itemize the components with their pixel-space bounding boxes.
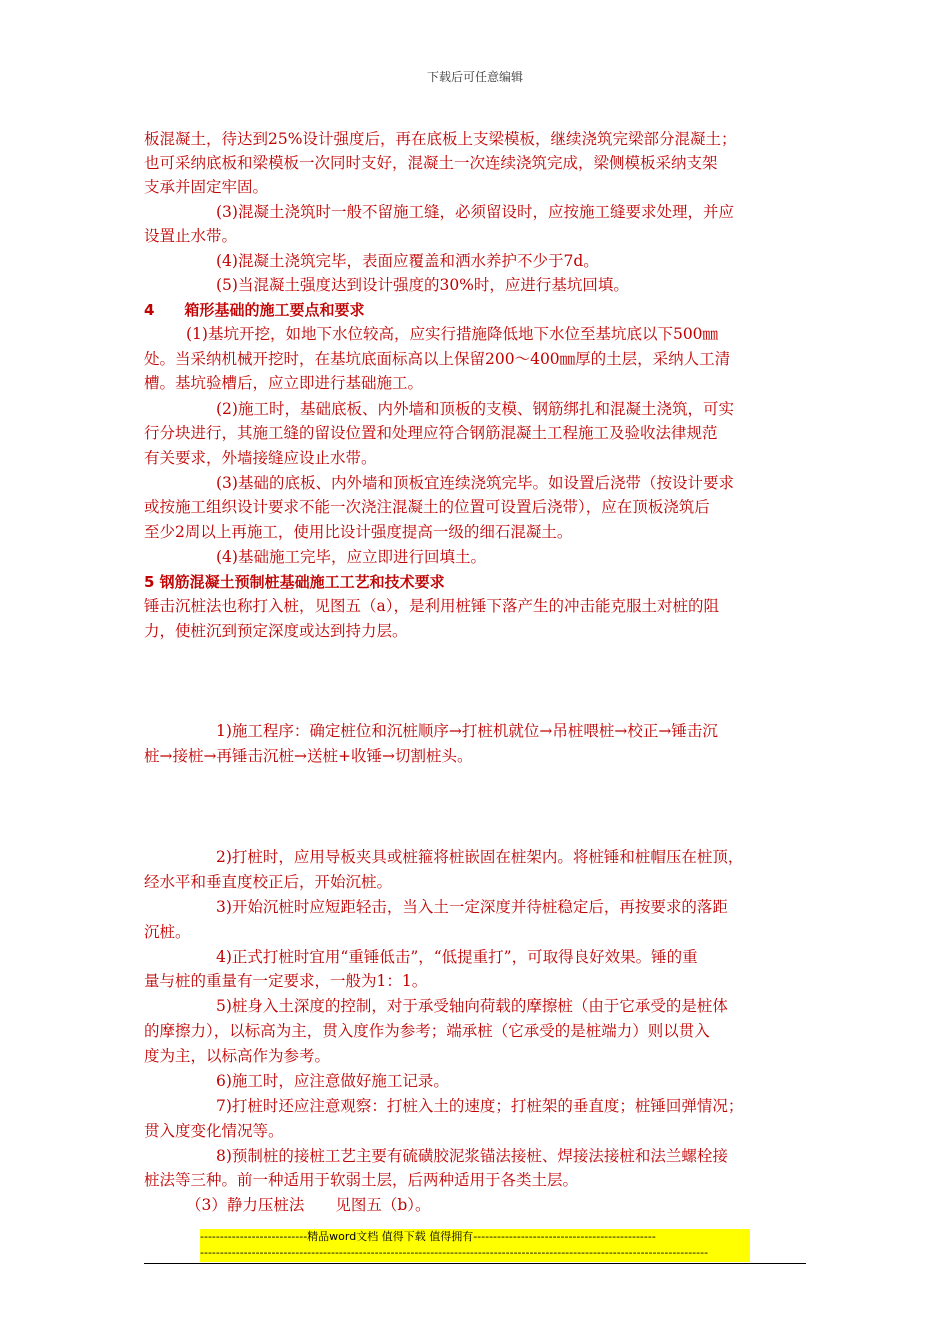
text-line: 量与桩的重量有一定要求，一般为1：1。 (144, 972, 428, 990)
text-line: 或按施工组织设计要求不能一次浇注混凝土的位置可设置后浇带），应在顶板浇筑后 (144, 498, 710, 516)
text-line: (2)施工时，基础底板、内外墙和顶板的支模、钢筋绑扎和混凝土浇筑，可实 (216, 400, 734, 418)
text-line: 桩→接桩→再锤击沉桩→送桩+收锤→切割桩头。 (144, 747, 473, 765)
text-line: 锤击沉桩法也称打入桩，见图五（a），是利用桩锤下落产生的冲击能克服土对桩的阻 (144, 597, 719, 615)
text-line: 1)施工程序：确定桩位和沉桩顺序→打桩机就位→吊桩喂桩→校正→锤击沉 (216, 722, 718, 740)
text-line: (3)混凝土浇筑时一般不留施工缝，必须留设时，应按施工缝要求处理，并应 (216, 203, 734, 221)
footer-divider (144, 1263, 806, 1264)
text-line: (4)基础施工完毕，应立即进行回填土。 (216, 548, 486, 566)
text-line: 板混凝土，待达到25%设计强度后，再在底板上支梁模板，继续浇筑完梁部分混凝土； (144, 130, 737, 148)
text-line: 5)桩身入土深度的控制，对于承受轴向荷载的摩擦桩（由于它承受的是桩体 (216, 997, 728, 1015)
text-line: (3)基础的底板、内外墙和顶板宜连续浇筑完毕。如设置后浇带（按设计要求 (216, 474, 734, 492)
text-line: 7)打桩时还应注意观察：打桩入土的速度；打桩架的垂直度；桩锤回弹情况； (216, 1097, 744, 1115)
text-line: 支承并固定牢固。 (144, 178, 269, 196)
text-line: 沉桩。 (144, 923, 191, 941)
text-line: 4)正式打桩时宜用“重锤低击”，“低提重打”，可取得良好效果。锤的重 (216, 948, 698, 966)
text-line: 也可采纳底板和梁模板一次同时支好，混凝土一次连续浇筑完成，梁侧模板采纳支架 (144, 154, 718, 172)
footer-banner (200, 1229, 750, 1262)
text-line: 度为主，以标高作为参考。 (144, 1047, 331, 1065)
text-line: 经水平和垂直度校正后，开始沉桩。 (144, 873, 393, 891)
section-heading: 5 钢筋混凝土预制桩基础施工工艺和技术要求 (144, 573, 445, 591)
text-line: 有关要求，外墙接缝应设止水带。 (144, 449, 377, 467)
text-line: (1)基坑开挖，如地下水位较高，应实行措施降低地下水位至基坑底以下500㎜ (186, 325, 719, 343)
text-line: 3)开始沉桩时应短距轻击，当入土一定深度并待桩稳定后，再按要求的落距 (216, 898, 728, 916)
text-line: 的摩擦力），以标高为主，贯入度作为参考；端承桩（它承受的是桩端力）则以贯入 (144, 1022, 710, 1040)
text-line: 设置止水带。 (144, 227, 238, 245)
text-line: (5)当混凝土强度达到设计强度的30%时，应进行基坑回填。 (216, 276, 629, 294)
text-line: 力，使桩沉到预定深度或达到持力层。 (144, 622, 408, 640)
text-line: (4)混凝土浇筑完毕，表面应覆盖和洒水养护不少于7d。 (216, 252, 599, 270)
section-heading: 4 箱形基础的施工要点和要求 (144, 301, 365, 319)
page-header: 下载后可任意编辑 (426, 70, 523, 84)
text-line: 行分块进行，其施工缝的留设位置和处理应符合钢筋混凝土工程施工及验收法律规范 (144, 424, 718, 442)
text-line: 处。当采纳机械开挖时，在基坑底面标高以上保留200～400㎜厚的土层，采纳人工清 (144, 350, 731, 368)
text-line: 2)打桩时，应用导板夹具或桩箍将桩嵌固在桩架内。将桩锤和桩帽压在桩顶， (216, 848, 744, 866)
footer-line: -------------------------------------------------------------------------------------------------------------------------------- (200, 1246, 709, 1259)
text-line: （3）静力压桩法 见图五（b）。 (186, 1196, 431, 1214)
text-line: 8)预制桩的接桩工艺主要有硫磺胶泥浆锚法接桩、焊接法接桩和法兰螺栓接 (216, 1147, 728, 1165)
text-line: 至少2周以上再施工，使用比设计强度提高一级的细石混凝土。 (144, 523, 573, 541)
footer-line: ---------------------------精品word文档 值得下载 值得拥有---------------------------------------------- (200, 1230, 656, 1243)
text-line: 贯入度变化情况等。 (144, 1122, 284, 1140)
text-line: 6)施工时，应注意做好施工记录。 (216, 1072, 449, 1090)
text-line: 槽。基坑验槽后，应立即进行基础施工。 (144, 374, 424, 392)
text-line: 桩法等三种。前一种适用于软弱土层，后两种适用于各类土层。 (144, 1171, 579, 1189)
